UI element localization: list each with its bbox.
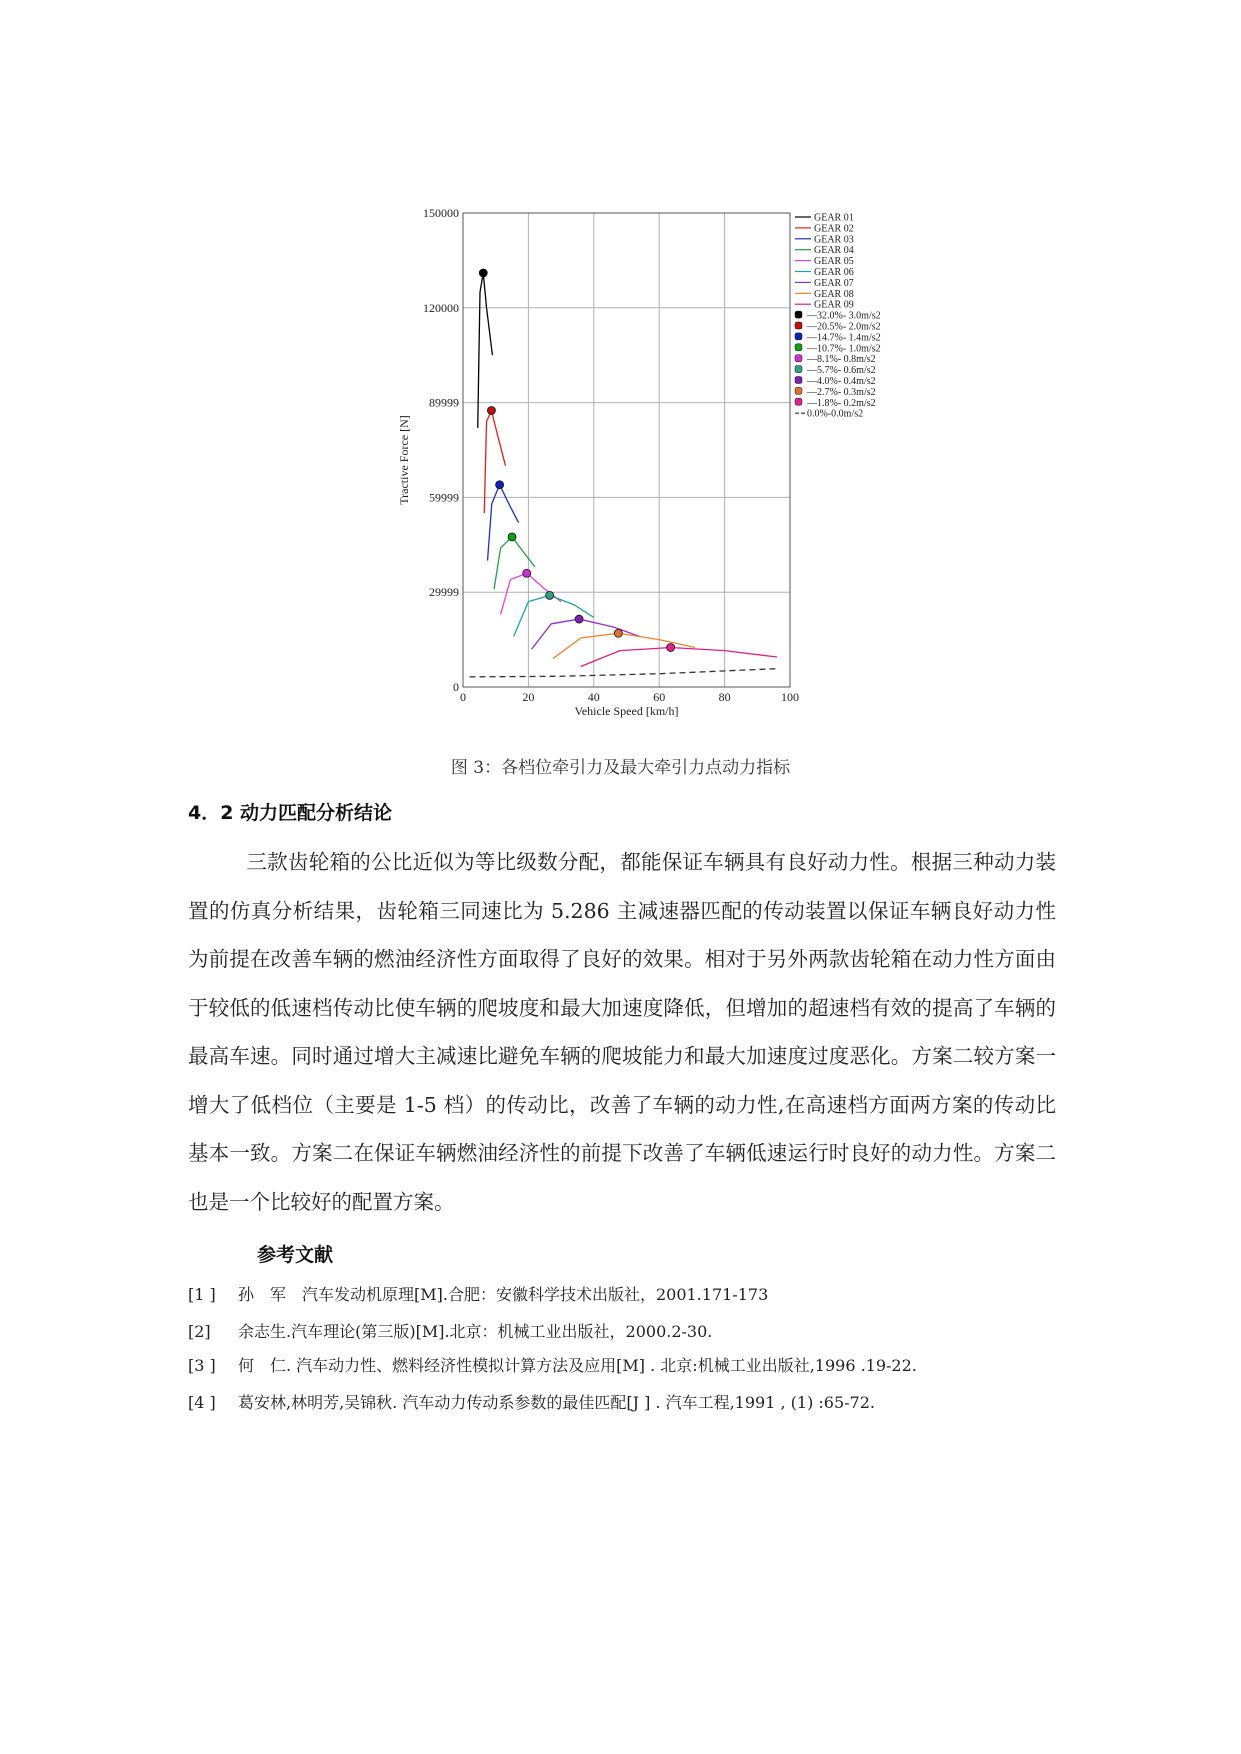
reference-item [188,1390,875,1413]
x-tick-label: 60 [653,690,666,704]
legend-entry: GEAR 01 [814,212,854,224]
chart-svg [380,180,940,725]
legend-entry: GEAR 07 [814,277,854,289]
max-point-3 [496,481,504,489]
figure-caption: 图 3：各档位牵引力及最大牵引力点动力指标 [450,758,791,778]
reference-number: [3 ] [188,1356,216,1375]
paragraph-text: 三款齿轮箱的公比近似为等比级数分配，都能保证车辆具有良好动力性。根据三种动力装置的仿真分析结果，齿轮箱三同速比为 5.286 主减速器匹配的传动装置以保证车辆良好动力性为前提在改善车辆的燃油经济性方面取得了良好的效果。相对于另外两款齿轮箱在动力性方面由于较低的低速档传动比使车辆的爬坡度和最大加速度降低，但增加的超速档有效的提高了车辆的最高车速。同时通过增大主减速比避免车辆的爬坡能力和最大加速度过度恶化。方案二较方案一增大了低档位（主要是 1-5 档）的传动比，改善了车辆的动力性,在高速档方面两方案的传动比基本一致。方案二在保证车辆燃油经济性的前提下改善了车辆低速运行时良好的动力性。方案二也是一个比较好的配置方案。 [188,850,1056,1214]
legend-entry: GEAR 04 [814,245,854,257]
max-point-6 [546,591,554,599]
plot-area [463,213,790,687]
max-point-2 [487,407,495,415]
legend-entry: —1.8%- 0.2m/s2 [807,397,876,409]
y-tick-label: 59999 [429,490,459,505]
y-tick-label: 89999 [429,395,459,410]
references-heading: 参考文献 [257,1244,334,1266]
legend-entry: 0.0%-0.0m/s2 [807,408,864,420]
legend-marker [795,344,802,351]
max-point-4 [508,533,516,541]
reference-number: [2] [188,1322,211,1341]
legend-entry: GEAR 08 [814,288,854,300]
max-point-1 [479,269,487,277]
x-tick-label: 80 [718,690,731,704]
reference-text: 余志生.汽车理论(第三版)[M].北京：机械工业出版社，2000.2-30. [238,1322,713,1341]
legend-entry: GEAR 02 [814,223,854,235]
reference-text: 何 仁. 汽车动力性、燃料经济性模拟计算方法及应用[M] . 北京:机械工业出版社,1996 .19-22. [238,1356,917,1375]
legend-marker [795,322,802,329]
x-tick-label: 40 [587,690,600,704]
legend-entry: GEAR 06 [814,267,854,278]
max-point-7 [575,615,583,623]
x-tick-label: 20 [522,690,535,704]
legend-entry: —14.7%- 1.4m/s2 [807,332,881,344]
x-axis-label: Vehicle Speed [km/h] [574,704,679,718]
legend-marker [795,366,802,373]
legend-entry: GEAR 09 [814,299,854,311]
legend-marker [795,355,802,362]
reference-item [188,1353,917,1376]
legend-entry: —10.7%- 1.0m/s2 [807,343,881,355]
legend-entry: —5.7%- 0.6m/s2 [807,365,876,377]
max-point-9 [667,644,675,652]
legend-entry: GEAR 03 [814,234,854,246]
y-tick-label: 29999 [429,585,459,600]
reference-item [188,1282,768,1305]
legend-entry: —4.0%- 0.4m/s2 [807,376,876,387]
legend-entry: —20.5%- 2.0m/s2 [807,321,881,333]
reference-text: 葛安林,林明芳,吴锦秋. 汽车动力传动系参数的最佳匹配[J ] . 汽车工程,1991 , (1) :65-72. [238,1393,876,1412]
legend-marker [795,398,802,405]
legend-marker [795,311,802,318]
x-tick-label: 0 [460,690,466,704]
legend-entry: —32.0%- 3.0m/s2 [807,310,881,322]
body-paragraph [188,838,1056,1226]
legend-entry: —8.1%- 0.8m/s2 [807,354,876,366]
y-axis-label: Tractive Force [N] [397,415,411,505]
legend-entry: —2.7%- 0.3m/s2 [807,386,876,398]
y-tick-label: 120000 [423,300,459,315]
legend-marker [795,333,802,340]
reference-text: 孙 军 汽车发动机原理[M].合肥：安徽科学技术出版社，2001.171-173 [238,1285,769,1304]
max-point-8 [614,629,622,637]
x-tick-label: 100 [781,690,799,704]
legend-entry: GEAR 05 [814,256,854,268]
reference-item [188,1319,712,1342]
max-point-5 [523,569,531,577]
reference-number: [1 ] [188,1285,216,1304]
y-tick-label: 150000 [423,206,459,220]
reference-number: [4 ] [188,1393,216,1412]
y-tick-label: 0 [453,680,459,694]
legend-marker [795,377,802,384]
section-heading: 4．2 动力匹配分析结论 [188,802,393,824]
tractive-force-chart [380,180,940,725]
legend-marker [795,387,802,394]
